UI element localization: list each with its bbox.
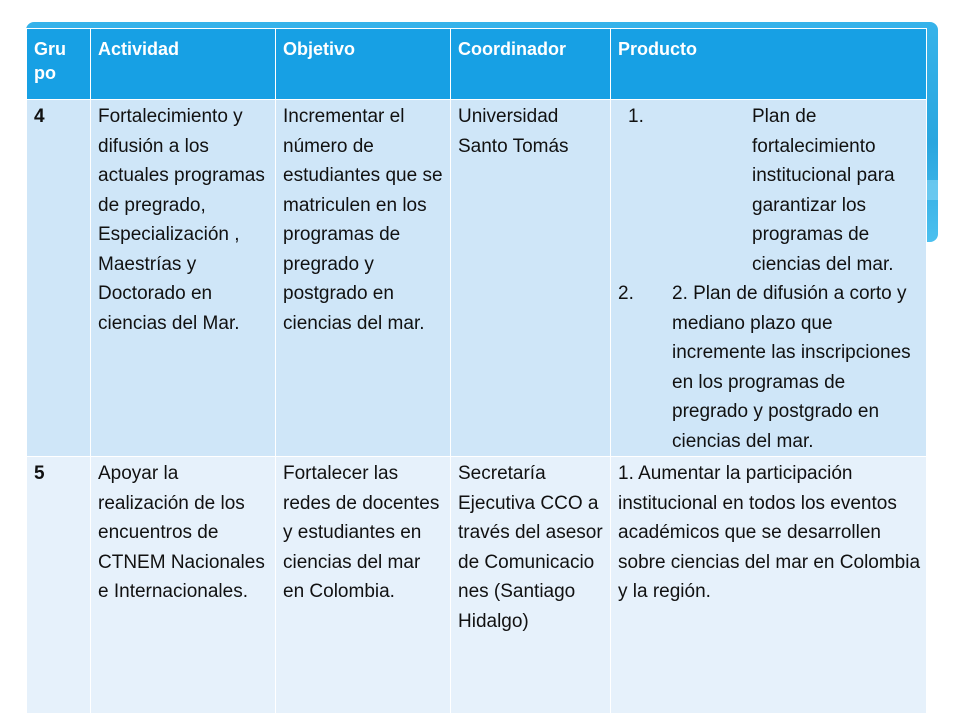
table-row xyxy=(27,457,927,714)
table-row xyxy=(27,100,927,457)
header-actividad: Actividad xyxy=(91,29,276,100)
producto-item xyxy=(618,279,921,456)
cell-grupo: 4 xyxy=(27,100,91,457)
cell-producto xyxy=(611,100,927,457)
cell-objetivo: Fortalecer las redes de docentes y estudiantes en ciencias del mar en Colombia. xyxy=(276,457,451,714)
activities-table xyxy=(26,28,927,714)
cell-coordinador: Secretaría Ejecutiva CCO a través del asesor de Comunicacio nes (Santiago Hidalgo) xyxy=(451,457,611,714)
cell-actividad: Apoyar la realización de los encuentros de CTNEM Nacionales e Internacionales. xyxy=(91,457,276,714)
header-objetivo: Objetivo xyxy=(276,29,451,100)
producto-item-number: 2. xyxy=(618,283,634,304)
header-producto: Producto xyxy=(611,29,927,100)
cell-producto: 1. Aumentar la participación institucional en todos los eventos académicos que se desarrollen sobre ciencias del mar en Colombia y la región. xyxy=(611,457,927,714)
cell-actividad: Fortalecimiento y difusión a los actuales programas de pregrado, Especialización , Maestrías y Doctorado en ciencias del Mar. xyxy=(91,100,276,457)
header-grupo: Gru po xyxy=(27,29,91,100)
producto-item-number: 1. xyxy=(628,106,644,127)
cell-objetivo: Incrementar el número de estudiantes que se matriculen en los programas de pregrado y postgrado en ciencias del mar. xyxy=(276,100,451,457)
header-coordinador: Coordinador xyxy=(451,29,611,100)
producto-item-text: 2. Plan de difusión a corto y mediano plazo que incremente las inscripciones en los programas de pregrado y postgrado en ciencias del mar. xyxy=(672,283,911,452)
cell-coordinador: Universidad Santo Tomás xyxy=(451,100,611,457)
producto-item-text: Plan de fortalecimiento institucional para garantizar los programas de ciencias del mar. xyxy=(752,106,895,275)
producto-item xyxy=(618,102,921,279)
table-header-row xyxy=(27,29,927,100)
cell-grupo: 5 xyxy=(27,457,91,714)
